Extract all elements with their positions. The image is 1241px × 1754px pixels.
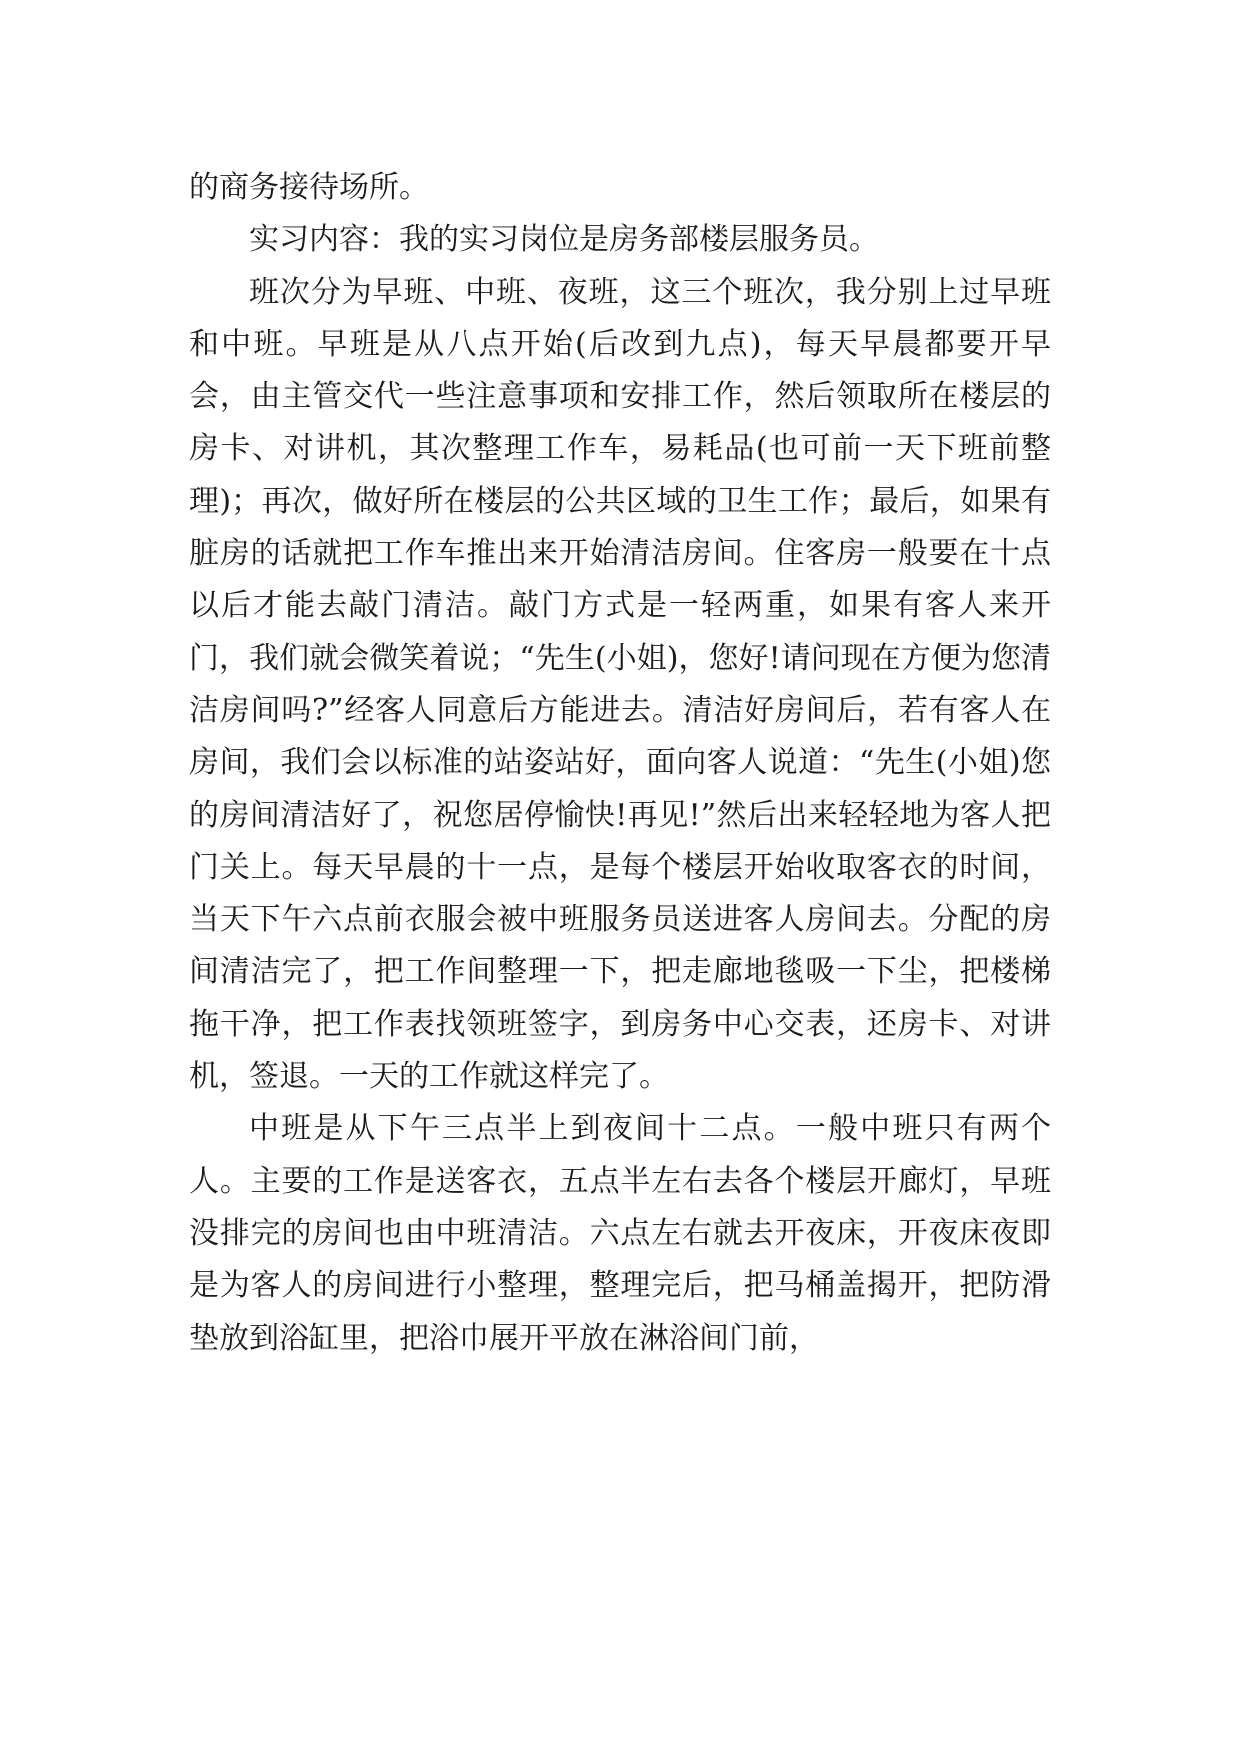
paragraph-middle-shift: 中班是从下午三点半上到夜间十二点。一般中班只有两个人。主要的工作是送客衣，五点半左右去各个楼层开廊灯，早班没排完的房间也由中班清洁。六点左右就去开夜床，开夜床夜即是为客人的房间进行小整理，整理完后，把马桶盖揭开，把防滑垫放到浴缸里，把浴巾展开平放在淋浴间门前， [189,1111,1051,1356]
document-body [189,162,1051,1365]
paragraph-shifts-morning: 班次分为早班、中班、夜班，这三个班次，我分别上过早班和中班。早班是从八点开始(后改到九点)，每天早晨都要开早会，由主管交代一些注意事项和安排工作，然后领取所在楼层的房卡、对讲机，其次整理工作车，易耗品(也可前一天下班前整理)；再次，做好所在楼层的公共区域的卫生工作；最后，如果有脏房的话就把工作车推出来开始清洁房间。住客房一般要在十点以后才能去敲门清洁。敲门方式是一轻两重，如果有客人来开门，我们就会微笑着说；“先生(小姐)，您好!请问现在方便为您清洁房间吗?”经客人同意后方能进去。清洁好房间后，若有客人在房间，我们会以标准的站姿站好，面向客人说道：“先生(小姐)您的房间清洁好了，祝您居停愉快!再见!”然后出来轻轻地为客人把门关上。每天早晨的十一点，是每个楼层开始收取客衣的时间，当天下午六点前衣服会被中班服务员送进客人房间去。分配的房间清洁完了，把工作间整理一下，把走廊地毯吸一下尘，把楼梯拖干净，把工作表找领班签字，到房务中心交表，还房卡、对讲机，签退。一天的工作就这样完了。 [189,274,1051,1095]
paragraph-internship-content: 实习内容：我的实习岗位是房务部楼层服务员。 [249,222,879,258]
paragraph-continuation: 的商务接待场所。 [189,170,429,205]
